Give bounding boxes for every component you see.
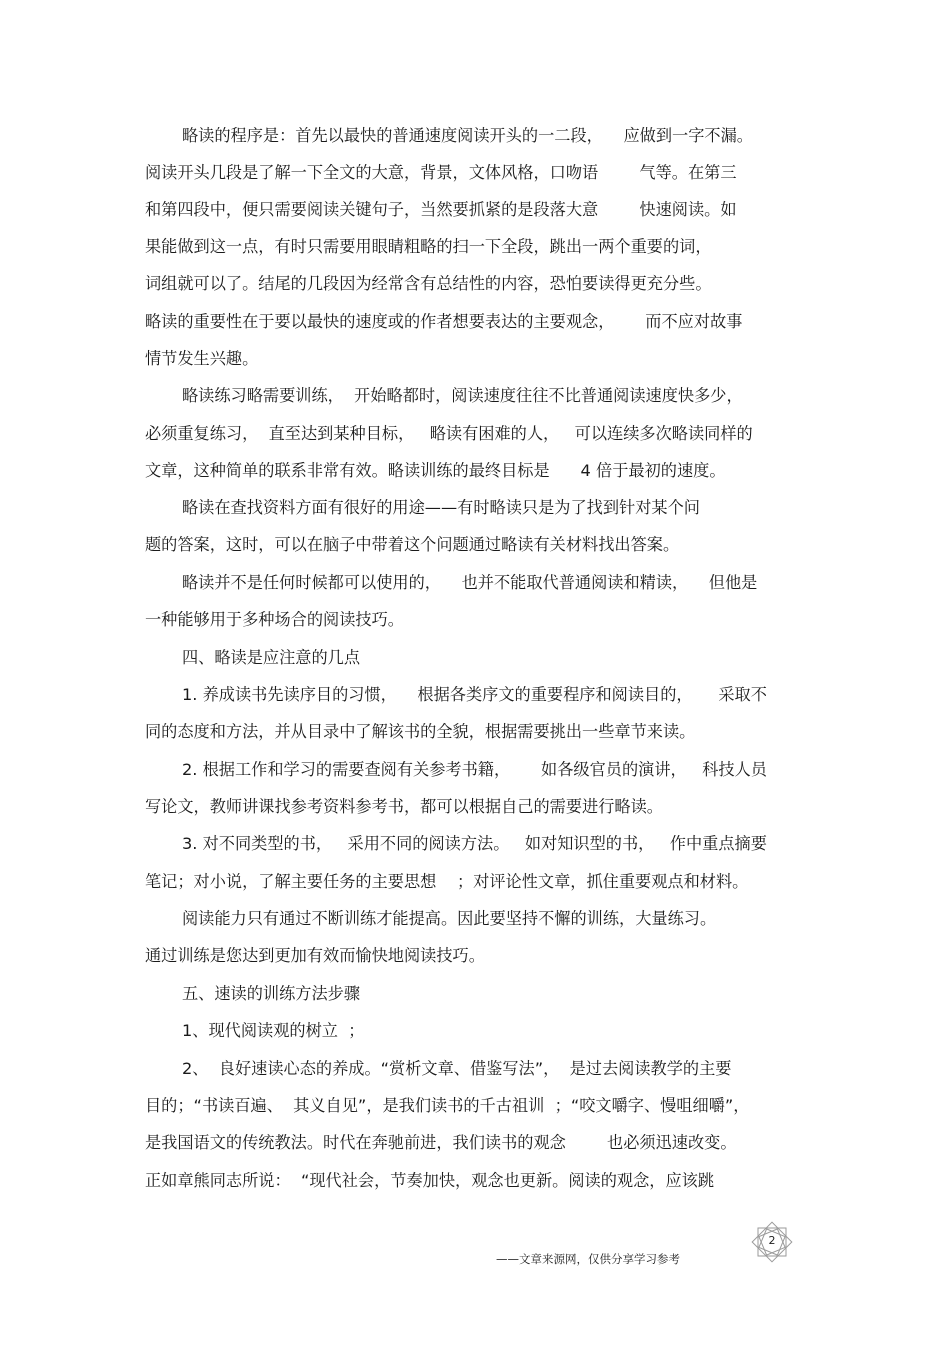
paragraph-line: 必须重复练习， 直至达到某种目标， 略读有困难的人， 可以连续多次略读同样的	[145, 424, 753, 443]
paragraph-line: 略读的程序是：首先以最快的普通速度阅读开头的一二段， 应做到一字不漏。	[182, 126, 753, 145]
paragraph-line: 是我国语文的传统教法。时代在奔驰前进，我们读书的观念 也必须迅速改变。	[145, 1133, 737, 1152]
paragraph-line: 一种能够用于多种场合的阅读技巧。	[145, 610, 404, 629]
page-number: 2	[768, 1234, 776, 1247]
paragraph-line: 题的答案，这时，可以在脑子中带着这个问题通过略读有关材料找出答案。	[145, 535, 680, 554]
paragraph-line: 略读的重要性在于要以最快的速度或的作者想要表达的主要观念， 而不应对故事	[145, 312, 743, 331]
paragraph-line: 3. 对不同类型的书， 采用不同的阅读方法。 如对知识型的书， 作中重点摘要	[182, 834, 767, 853]
paragraph-line: 词组就可以了。结尾的几段因为经常含有总结性的内容，恐怕要读得更充分些。	[145, 274, 712, 293]
paragraph-line: 1、现代阅读观的树立 ；	[182, 1021, 365, 1040]
paragraph-line: 略读练习略需要训练， 开始略都时，阅读速度往往不比普通阅读速度快多少，	[182, 386, 743, 405]
paragraph-line: 阅读能力只有通过不断训练才能提高。因此要坚持不懈的训练，大量练习。	[182, 909, 717, 928]
section-heading: 四、略读是应注意的几点	[182, 648, 361, 667]
paragraph-line: 同的态度和方法，并从目录中了解该书的全貌，根据需要挑出一些章节来读。	[145, 722, 696, 741]
paragraph-line: 目的；“书读百遍、 其义自见”，是我们读书的千古祖训 ；“咬文嚼字、慢咀细嚼”，	[145, 1096, 750, 1115]
paragraph-line: 通过训练是您达到更加有效而愉快地阅读技巧。	[145, 946, 485, 965]
paragraph-line: 略读并不是任何时候都可以使用的， 也并不能取代普通阅读和精读， 但他是	[182, 573, 758, 592]
paragraph-line: 1. 养成读书先读序目的习惯， 根据各类序文的重要程序和阅读目的， 采取不	[182, 685, 767, 704]
paragraph-line: 情节发生兴趣。	[145, 349, 259, 368]
footer-source-note: ——文章来源网，仅供分享学习参考	[496, 1252, 680, 1266]
paragraph-line: 笔记；对小说，了解主要任务的主要思想 ；对评论性文章，抓住重要观点和材料。	[145, 872, 749, 891]
paragraph-line: 略读在查找资料方面有很好的用途——有时略读只是为了找到针对某个问	[182, 498, 700, 517]
paragraph-line: 写论文，教师讲课找参考资料参考书，都可以根据自己的需要进行略读。	[145, 797, 663, 816]
paragraph-line: 文章，这种简单的联系非常有效。略读训练的最终目标是 4 倍于最初的速度。	[145, 461, 726, 480]
paragraph-line: 和第四段中，便只需要阅读关键句子，当然要抓紧的是段落大意 快速阅读。如	[145, 200, 737, 219]
section-heading: 五、速读的训练方法步骤	[182, 984, 361, 1003]
paragraph-line: 2、 良好速读心态的养成。“赏析文章、借鉴写法”， 是过去阅读教学的主要	[182, 1059, 732, 1078]
paragraph-line: 正如章熊同志所说： “现代社会，节奏加快，观念也更新。阅读的观念，应该跳	[145, 1171, 715, 1190]
paragraph-line: 果能做到这一点，有时只需要用眼睛粗略的扫一下全段，跳出一两个重要的词，	[145, 237, 712, 256]
paragraph-line: 阅读开头几段是了解一下全文的大意，背景，文体风格，口吻语 气等。在第三	[145, 163, 737, 182]
paragraph-line: 2. 根据工作和学习的需要查阅有关参考书籍， 如各级官员的演讲， 科技人员	[182, 760, 767, 779]
